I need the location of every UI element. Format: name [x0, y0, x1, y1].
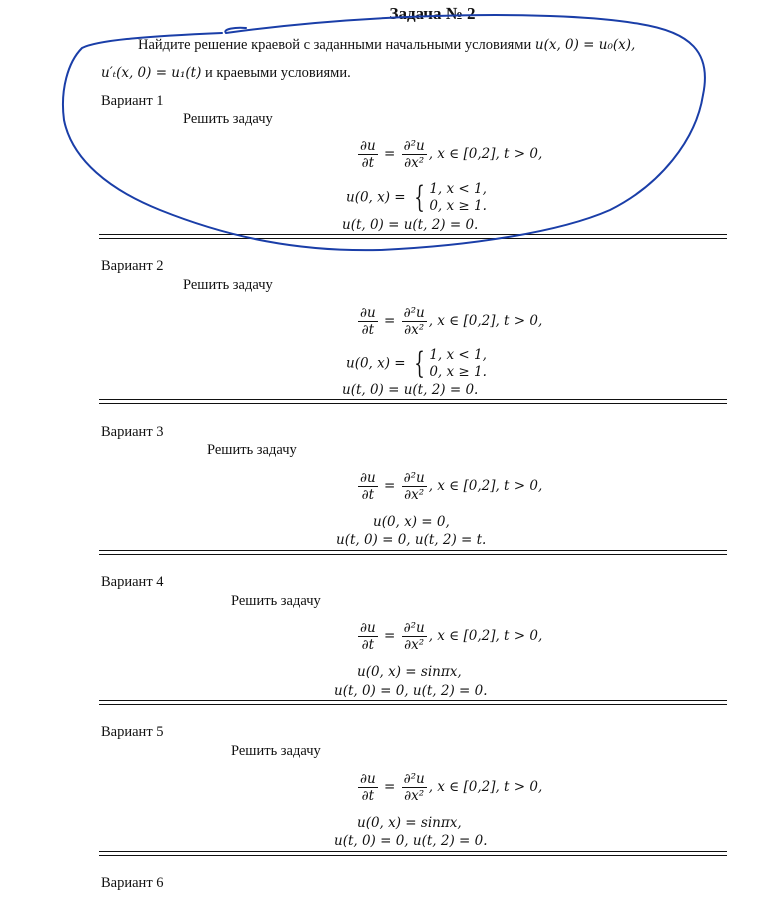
variant-2-boundary: u(t, 0) = u(t, 2) = 0.	[342, 382, 479, 398]
variant-2-pde: $\frac{\partial u}{\partial t}$ = $\frac{\text{∂²u}}{\text{∂x²}}$ , x ∈ [0,2], t > 0,	[360, 305, 543, 338]
intro-math-1: u(x, 0) = u₀(x),	[534, 37, 636, 53]
variant-5-boundary: u(t, 0) = 0, u(t, 2) = 0.	[334, 833, 488, 849]
variant-3-label: Вариант 3	[101, 424, 164, 440]
variant-4-task: Решить задачу	[231, 593, 321, 609]
variant-3-initial-condition: u(0, x) = 0,	[373, 514, 450, 530]
variant-4-label: Вариант 4	[101, 574, 164, 590]
variant-4-initial-condition: u(0, x) = sinπx,	[357, 664, 462, 680]
variant-5-initial-condition: u(0, x) = sinπx,	[357, 815, 462, 831]
variant-6-label: Вариант 6	[101, 875, 164, 891]
variant-3-pde: $\frac{\partial u}{\partial t}$ = $\frac{\text{∂²u}}{\text{∂x²}}$ , x ∈ [0,2], t > 0,	[360, 470, 543, 503]
variant-1-label: Вариант 1	[101, 93, 164, 109]
variant-1-task: Решить задачу	[183, 111, 273, 127]
variant-2-initial-condition: u(0, x) = { 1, x < 1, 0, x ≥ 1.	[346, 346, 487, 381]
intro-text-2: и краевыми условиями.	[205, 65, 351, 81]
variant-3-task: Решить задачу	[207, 442, 297, 458]
variant-4-boundary: u(t, 0) = 0, u(t, 2) = 0.	[334, 683, 488, 699]
variant-1-initial-condition: u(0, x) = { 1, x < 1, 0, x ≥ 1.	[346, 180, 487, 215]
variant-1-boundary: u(t, 0) = u(t, 2) = 0.	[342, 217, 479, 233]
intro-text-1: Найдите решение краевой с заданными начальными условиями	[138, 37, 532, 53]
variant-2-label: Вариант 2	[101, 258, 164, 274]
variant-2-task: Решить задачу	[183, 277, 273, 293]
variant-4-pde: $\frac{\partial u}{\partial t}$ = $\frac{\text{∂²u}}{\text{∂x²}}$ , x ∈ [0,2], t > 0,	[360, 620, 543, 653]
variant-5-task: Решить задачу	[231, 743, 321, 759]
problem-title: Задача № 2	[389, 4, 476, 23]
variant-5-label: Вариант 5	[101, 724, 164, 740]
variant-3-boundary: u(t, 0) = 0, u(t, 2) = t.	[336, 532, 487, 548]
variant-1-pde: $\frac{\partial u}{\partial t}$ = $\frac{\text{∂²u}}{\text{∂x²}}$ , x ∈ [0,2], t > 0,	[360, 138, 543, 171]
variant-5-pde: $\frac{\partial u}{\partial t}$ = $\frac{\text{∂²u}}{\text{∂x²}}$ , x ∈ [0,2], t > 0,	[360, 771, 543, 804]
intro-math-2: u′ₜ(x, 0) = u₁(t)	[101, 65, 202, 81]
